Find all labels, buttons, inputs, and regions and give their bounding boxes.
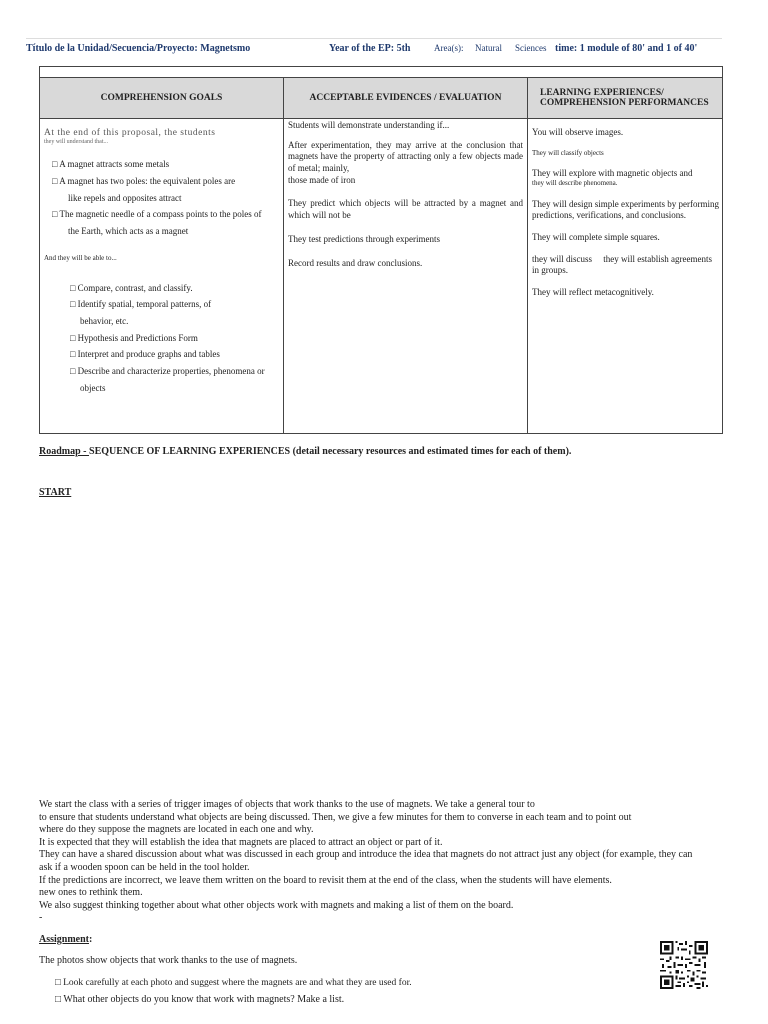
- body-line: to ensure that students understand what objects are being discussed. Then, we give a few minutes for them to converse in each team and to point out: [39, 811, 632, 823]
- roadmap-heading: [39, 446, 571, 457]
- goals-intro: At the end of this proposal, the students: [44, 128, 216, 138]
- able-intro: And they will be able to...: [44, 253, 117, 262]
- goal-item: □ A magnet has two poles: the equivalent poles are: [52, 175, 236, 186]
- goal-item: like repels and opposites attract: [68, 192, 182, 203]
- area-label: Area(s):: [434, 43, 464, 53]
- experience-item: in groups.: [532, 265, 568, 276]
- evidence-item: those made of iron: [288, 174, 356, 185]
- assignment-label: Assignment: [39, 934, 90, 945]
- start-heading: START: [39, 487, 72, 498]
- roadmap-label: Roadmap -: [39, 446, 90, 457]
- header-experiences-line1: LEARNING EXPERIENCES/: [540, 88, 664, 98]
- body-line: We start the class with a series of trigger images of objects that work thanks to the use of magnets. We take a general tour to: [39, 799, 535, 810]
- evidences-cell: [284, 119, 528, 434]
- roadmap-text: SEQUENCE OF LEARNING EXPERIENCES (detail necessary resources and estimated times for each of them).: [89, 446, 572, 457]
- experiences-cell: [528, 119, 723, 434]
- header-evidences: ACCEPTABLE EVIDENCES / EVALUATION: [284, 78, 528, 119]
- body-line: They can have a shared discussion about what was discussed in each group and introduce the idea that magnets do not attract just any object (for example, they can: [39, 849, 693, 861]
- assignment-bullet: □ What other objects do you know that work with magnets? Make a list.: [55, 994, 345, 1005]
- skill-item: □ Describe and characterize properties, phenomena or: [70, 366, 265, 377]
- body-line: where do they suppose the magnets are located in each one and why.: [39, 824, 314, 836]
- experience-item: They will complete simple squares.: [532, 231, 660, 242]
- time-label: time: 1 module of 80' and 1 of 40': [555, 43, 698, 54]
- evidence-item: Record results and draw conclusions.: [288, 257, 423, 268]
- evidence-item: Students will demonstrate understanding if...: [288, 120, 450, 130]
- experience-item: They will explore with magnetic objects and: [532, 167, 693, 178]
- header-experiences: [528, 78, 723, 119]
- header-rule: [26, 38, 722, 39]
- skill-item: objects: [80, 382, 106, 393]
- area-value-2: Sciences: [515, 43, 547, 53]
- body-line: If the predictions are incorrect, we leave them written on the board to revisit them at the end of the class, when the students will have elements.: [39, 874, 612, 886]
- experience-item: They will classify objects: [532, 148, 604, 157]
- experience-item: [532, 254, 719, 266]
- skill-item: □ Interpret and produce graphs and tables: [70, 349, 220, 360]
- body-line: -: [39, 912, 43, 924]
- year-label: Year of the EP: 5th: [329, 43, 411, 54]
- header-experiences-line2: COMPREHENSION PERFORMANCES: [540, 98, 709, 108]
- assignment-section: [39, 934, 412, 1005]
- assignment-colon: :: [89, 934, 93, 945]
- experience-item: You will observe images.: [532, 127, 624, 137]
- assignment-bullet: □ Look carefully at each photo and suggest where the magnets are and what they are used for.: [55, 978, 412, 988]
- body-line: It is expected that they will establish the idea that magnets are placed to attract an object or part of it.: [39, 836, 443, 848]
- goal-item: □ A magnet attracts some metals: [52, 159, 170, 170]
- skill-item: □ Identify spatial, temporal patterns, of: [70, 299, 212, 310]
- experience-item: They will design simple experiments by performing predictions, verifications, and conclusions.: [532, 198, 719, 221]
- goals-cell: [40, 119, 284, 434]
- skill-item: □ Hypothesis and Predictions Form: [70, 332, 198, 343]
- skill-item: behavior, etc.: [80, 316, 129, 327]
- goal-item: □ The magnetic needle of a compass points to the poles of: [52, 209, 262, 220]
- qr-code-icon: [660, 941, 708, 989]
- evidence-item: After experimentation, they may arrive at the conclusion that magnets have the property of attracting only a few objects made of metal; mainly,: [288, 139, 523, 174]
- experience-item: They will reflect metacognitively.: [532, 287, 654, 297]
- evidence-item: They test predictions through experiments: [288, 233, 440, 244]
- experience-part: they will establish agreements: [603, 253, 712, 264]
- experience-item: they will describe phenomena.: [532, 179, 618, 188]
- evidence-item: They predict which objects will be attracted by a magnet and which will not be: [288, 198, 523, 221]
- experience-part: they will discuss: [532, 253, 592, 264]
- goals-intro-sub: they will understand that...: [44, 139, 108, 146]
- body-text: [39, 799, 729, 925]
- header-goals: COMPREHENSION GOALS: [40, 78, 284, 119]
- assignment-text: The photos show objects that work thanks to the use of magnets.: [39, 955, 298, 966]
- planning-table: [39, 77, 723, 434]
- body-line: ask if a wooden spoon can be held in the tool holder.: [39, 861, 250, 873]
- goal-item: the Earth, which acts as a magnet: [68, 225, 189, 236]
- unit-title: Título de la Unidad/Secuencia/Proyecto: Magnetsmo: [26, 43, 251, 54]
- body-line: We also suggest thinking together about what other objects work with magnets and making a list of them on the board.: [39, 899, 514, 911]
- skill-item: □ Compare, contrast, and classify.: [70, 282, 193, 293]
- body-line: new ones to rethink them.: [39, 887, 143, 899]
- area-value-1: Natural: [475, 43, 502, 53]
